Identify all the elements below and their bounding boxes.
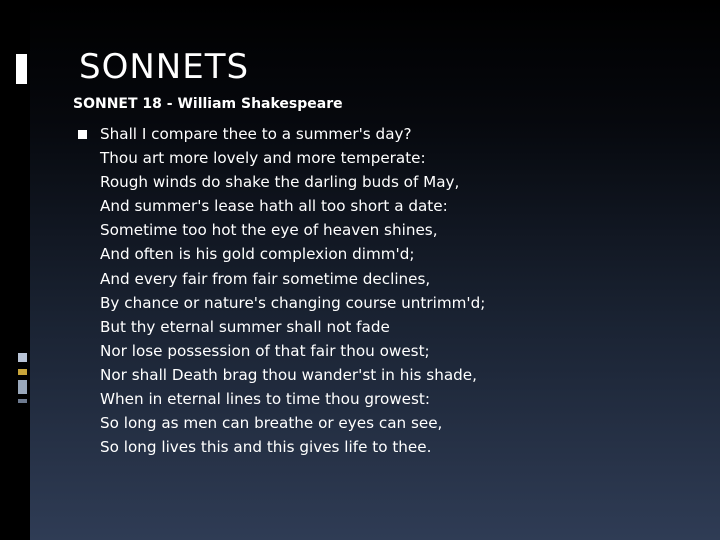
poem-line: Rough winds do shake the darling buds of May, xyxy=(100,173,460,192)
poem-line: And every fair from fair sometime declines, xyxy=(100,269,431,288)
title-accent-bar xyxy=(16,54,27,84)
decorative-square xyxy=(18,399,27,403)
poem-line: Sometime too hot the eye of heaven shines, xyxy=(100,221,438,240)
square-bullet-icon xyxy=(78,130,87,139)
poem-line: So long lives this and this gives life to thee. xyxy=(100,438,432,457)
decorative-square xyxy=(18,380,27,394)
slide-subtitle: SONNET 18 - William Shakespeare xyxy=(73,96,343,112)
poem-line: And often is his gold complexion dimm'd; xyxy=(100,245,415,264)
poem-line: By chance or nature's changing course untrimm'd; xyxy=(100,293,486,312)
poem-line: But thy eternal summer shall not fade xyxy=(100,317,390,336)
decorative-square xyxy=(18,353,27,362)
decorative-square xyxy=(18,369,27,375)
poem-line: Nor shall Death brag thou wander'st in his shade, xyxy=(100,365,477,384)
poem-line: Nor lose possession of that fair thou owest; xyxy=(100,341,430,360)
poem-line: Thou art more lovely and more temperate: xyxy=(100,149,426,168)
poem-line: So long as men can breathe or eyes can see, xyxy=(100,414,443,433)
poem-line: And summer's lease hath all too short a date: xyxy=(100,197,448,216)
poem-text xyxy=(100,122,485,459)
slide-title: SONNETS xyxy=(79,47,250,87)
poem-line: Shall I compare thee to a summer's day? xyxy=(100,125,412,143)
poem-line: When in eternal lines to time thou growest: xyxy=(100,390,430,409)
